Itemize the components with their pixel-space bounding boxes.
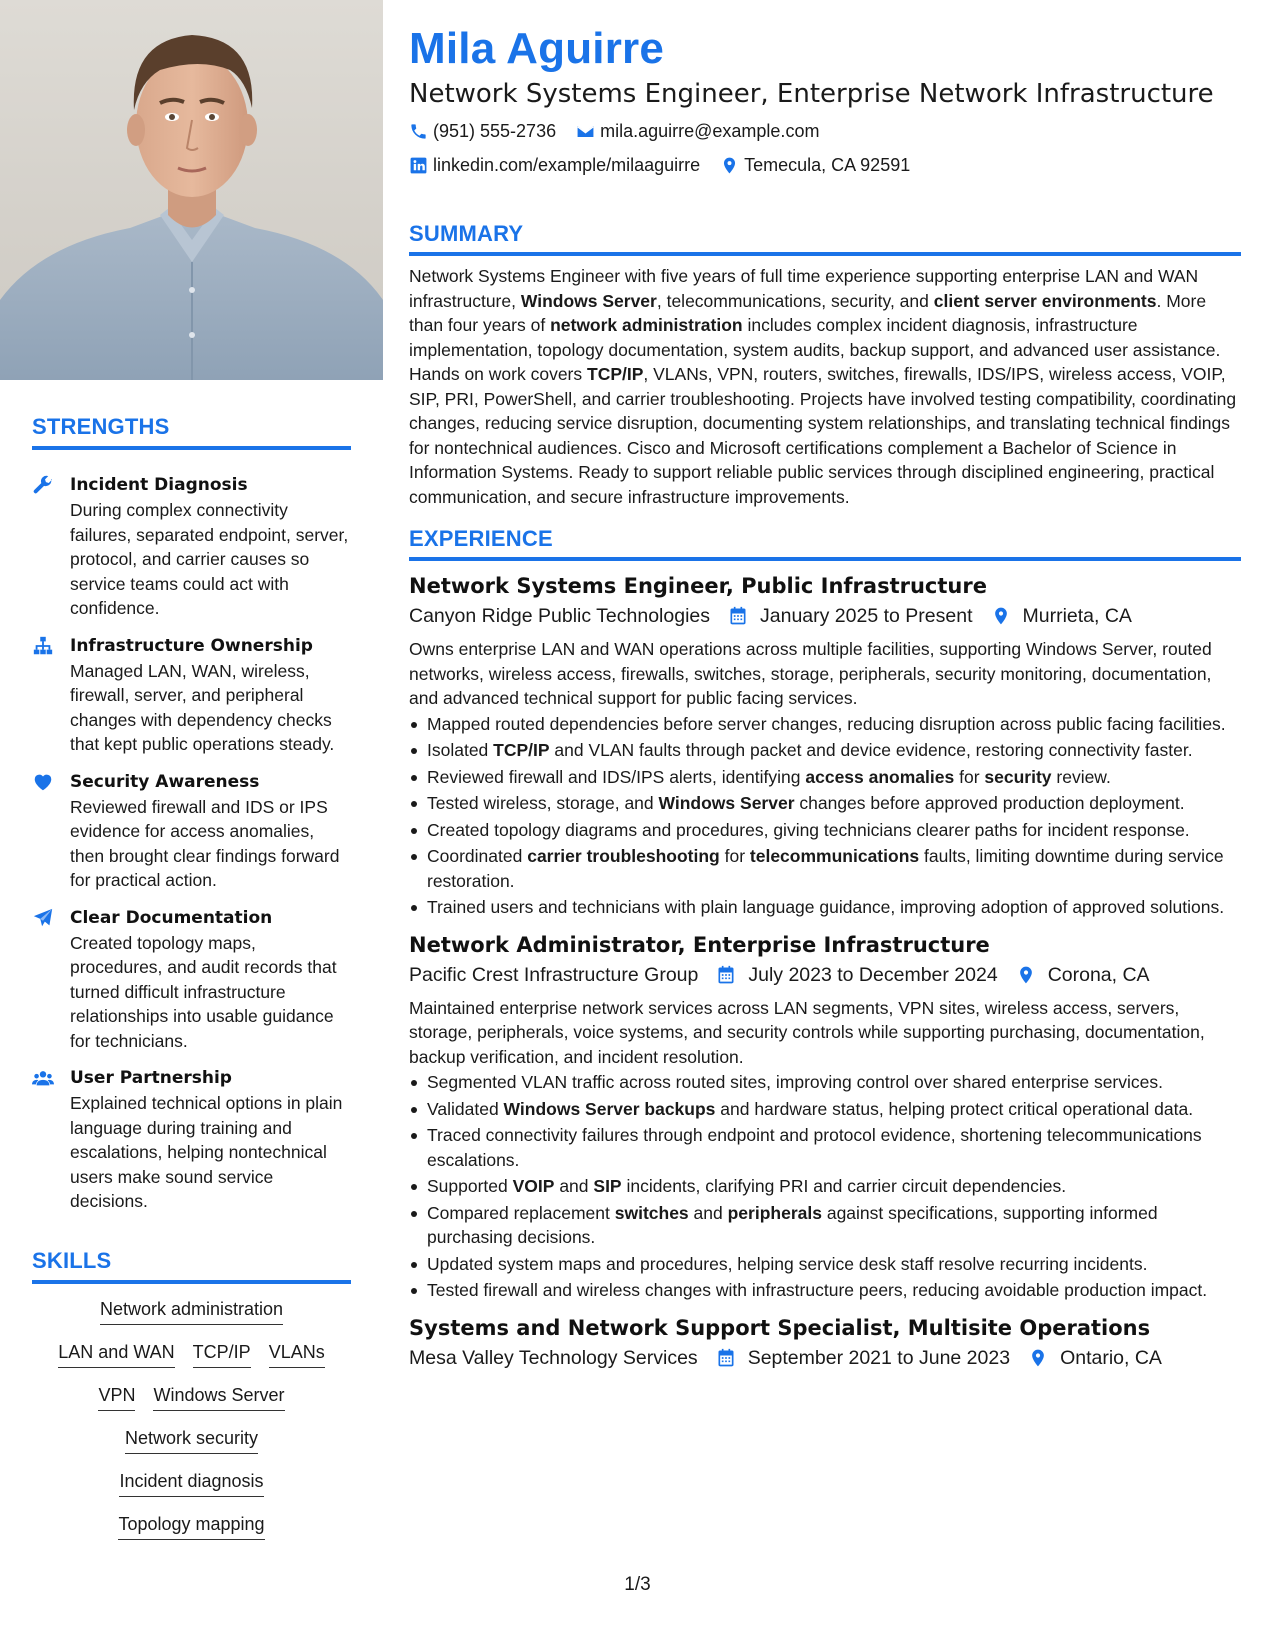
- bold-text: access anomalies: [805, 766, 955, 787]
- location-text: Ontario, CA: [1060, 1346, 1162, 1369]
- text-run: and: [554, 1176, 594, 1196]
- bold-text: security: [984, 766, 1052, 787]
- experience-section: [409, 525, 1241, 1373]
- dates-text: September 2021 to June 2023: [747, 1346, 1011, 1369]
- company: [409, 601, 710, 631]
- bold-text: client server environments: [933, 290, 1157, 311]
- strength-title: User Partnership: [70, 1068, 232, 1088]
- text-run: and hardware status, helping protect critical operational data.: [715, 1098, 1194, 1119]
- text-run: Compared replacement: [427, 1202, 615, 1223]
- main-content: [409, 0, 1241, 1373]
- job-entry: [409, 1313, 1241, 1373]
- job-entry: [409, 930, 1241, 1303]
- skill-tag: Network administration: [100, 1298, 283, 1325]
- text-run: Segmented VLAN traffic across routed sites, improving control over shared enterprise services.: [427, 1072, 1163, 1092]
- bullet-item: [409, 1278, 1241, 1303]
- strength-title: Incident Diagnosis: [70, 475, 248, 495]
- job-dates: [716, 960, 997, 990]
- text-run: Trained users and technicians with plain language guidance, improving adoption of approved solutions.: [427, 897, 1225, 917]
- text-run: Reviewed firewall and IDS/IPS alerts, identifying: [427, 766, 806, 787]
- portrait-illustration: [0, 0, 383, 380]
- strength-item: [32, 769, 351, 893]
- bullet-item: [409, 1123, 1241, 1172]
- text-run: Supported: [427, 1176, 513, 1196]
- bold-text: telecommunications: [749, 846, 920, 866]
- dates-text: January 2025 to Present: [760, 605, 973, 627]
- text-run: Validated: [427, 1098, 504, 1119]
- job-meta: [409, 601, 1241, 631]
- bullet-item: [409, 844, 1241, 893]
- job-description: Owns enterprise LAN and WAN operations across multiple facilities, supporting Windows Server, routed networks, wireless access, firewalls, switches, storage, peripherals, security monitoring, documentation, and advanced technical support for public facing services.: [409, 639, 1212, 708]
- sitemap-icon: [32, 633, 70, 757]
- strength-description: Managed LAN, WAN, wireless, firewall, server, and peripheral changes with dependency checks that kept public operations steady.: [70, 660, 335, 754]
- bold-text: carrier troubleshooting: [527, 846, 720, 866]
- phone-text: (951) 555-2736: [433, 121, 557, 141]
- heart-icon: [32, 769, 70, 893]
- job-title: Network Administrator, Enterprise Infrastructure: [409, 932, 990, 957]
- skill-tag: VPN: [98, 1384, 135, 1411]
- text-run: , telecommunications, security, and: [656, 290, 934, 311]
- job-title: Network Systems Engineer, Public Infrastructure: [409, 574, 987, 598]
- strength-item: [32, 905, 351, 1054]
- text-run: Mapped routed dependencies before server changes, reducing disruption across public facing facilities.: [427, 713, 1226, 734]
- strength-body: [70, 633, 351, 757]
- text-run: Network Systems Engineer with five years of full time experience supporting enterprise LAN and WAN infrastructure,: [409, 266, 1199, 311]
- strengths-section: [32, 380, 351, 1214]
- bold-text: network administration: [550, 315, 743, 335]
- bullet-item: [409, 712, 1241, 737]
- text-run: . More than four years of: [409, 290, 1207, 335]
- phone-icon: [409, 122, 428, 141]
- company-name: Canyon Ridge Public Technologies: [409, 605, 711, 627]
- bold-text: VOIP: [512, 1176, 555, 1196]
- page-number: 1/3: [624, 1574, 651, 1595]
- job-meta: [409, 960, 1241, 990]
- strength-body: [70, 905, 351, 1054]
- skills-section: [32, 1226, 351, 1556]
- summary-text: [409, 264, 1241, 509]
- text-run: for: [719, 846, 750, 866]
- text-run: review.: [1051, 766, 1111, 787]
- text-run: Created topology diagrams and procedures, giving technicians clearer paths for incident response.: [427, 819, 1190, 840]
- strength-item: [32, 633, 351, 757]
- strength-body: [70, 1065, 351, 1214]
- strength-description: Reviewed firewall and IDS or IPS evidence for access anomalies, then brought clear findings forward for practical action.: [70, 796, 340, 890]
- job-bullets: [409, 1070, 1241, 1303]
- envelope-icon: [576, 122, 595, 141]
- linkedin-contact[interactable]: [409, 150, 700, 180]
- text-run: and VLAN faults through packet and device evidence, restoring connectivity faster.: [549, 740, 1193, 760]
- bold-text: Windows Server backups: [503, 1098, 716, 1119]
- company-name: Mesa Valley Technology Services: [409, 1346, 698, 1369]
- skill-tag: VLANs: [269, 1341, 325, 1368]
- skill-row: [32, 1470, 351, 1497]
- bullet-item: [409, 791, 1241, 816]
- bold-text: Windows Server: [520, 290, 657, 311]
- text-run: against specifications, supporting informed purchasing decisions.: [427, 1202, 1158, 1247]
- experience-heading: EXPERIENCE: [409, 525, 1241, 561]
- job-location: [991, 601, 1132, 631]
- strength-item: [32, 1065, 351, 1214]
- bullet-item: [409, 818, 1241, 843]
- bullet-item: [409, 1174, 1241, 1199]
- contact-row-1: [409, 116, 1241, 146]
- location-contact: [720, 150, 910, 180]
- strength-title: Infrastructure Ownership: [70, 635, 313, 656]
- job-location: [1028, 1343, 1162, 1373]
- summary-heading: SUMMARY: [409, 220, 1241, 256]
- bold-text: TCP/IP: [493, 740, 550, 760]
- calendar-icon: [716, 965, 736, 985]
- strength-title: Clear Documentation: [70, 907, 273, 928]
- text-run: faults, limiting downtime during service restoration.: [427, 846, 1224, 891]
- candidate-name: Mila Aguirre: [409, 24, 665, 73]
- strengths-heading: STRENGTHS: [32, 380, 351, 450]
- map-pin-icon: [720, 156, 739, 175]
- skill-tag: Incident diagnosis: [119, 1470, 263, 1497]
- map-pin-icon: [1016, 965, 1036, 985]
- strength-description: Created topology maps, procedures, and audit records that turned difficult infrastructure relationships into usable guidance for technicians.: [70, 932, 337, 1051]
- job-dates: [716, 1343, 1010, 1373]
- skill-row: [32, 1513, 351, 1540]
- bullet-item: [409, 1201, 1241, 1250]
- dates-text: July 2023 to December 2024: [748, 963, 998, 986]
- bullet-item: [409, 765, 1241, 790]
- paper-plane-icon: [32, 905, 70, 1054]
- users-icon: [32, 1065, 70, 1214]
- text-run: , VLANs, VPN, routers, switches, firewalls, IDS/IPS, wireless access, VOIP, SIP, PRI, PowerShell, and carrier troubleshooting. Projects have involved testing compatibility, coordinating changes, reducing service disruption, documenting system relationships, and translating technical findings for nontechnical audiences. Cisco and Microsoft certifications complement a Bachelor of Science in Information Systems. Ready to support reliable public services through disciplined engineering, practical communication, and secure infrastructure improvements.: [409, 364, 1237, 507]
- linkedin-text: linkedin.com/example/milaaguirre: [433, 155, 701, 175]
- map-pin-icon: [1028, 1348, 1048, 1368]
- bold-text: SIP: [593, 1176, 622, 1196]
- bullet-item: [409, 895, 1241, 920]
- skill-tag: TCP/IP: [193, 1341, 251, 1368]
- company: [409, 960, 698, 990]
- text-run: for: [954, 766, 985, 787]
- text-run: Traced connectivity failures through endpoint and protocol evidence, shortening telecommunications escalations.: [427, 1125, 1202, 1170]
- summary-section: [409, 220, 1241, 509]
- skill-tag: LAN and WAN: [58, 1341, 174, 1368]
- skill-tag: Topology mapping: [118, 1513, 264, 1540]
- strength-description: During complex connectivity failures, separated endpoint, server, protocol, and carrier causes so service teams could act with confidence.: [70, 500, 349, 618]
- linkedin-icon: [409, 156, 428, 175]
- strength-body: [70, 472, 351, 621]
- text-run: Isolated: [427, 740, 494, 760]
- job-description: Maintained enterprise network services across LAN segments, VPN sites, wireless access, servers, storage, peripherals, voice systems, and security controls while supporting purchasing, documentation, backup verification, and incident resolution.: [409, 997, 1205, 1067]
- bold-text: peripherals: [727, 1202, 822, 1223]
- text-run: changes before approved production deployment.: [794, 793, 1185, 813]
- sidebar: [0, 0, 383, 1650]
- text-run: Tested firewall and wireless changes with infrastructure peers, reducing avoidable production impact.: [427, 1280, 1208, 1300]
- phone-contact[interactable]: [409, 116, 556, 146]
- location-text: Temecula, CA 92591: [744, 155, 911, 175]
- job-dates: [728, 601, 972, 631]
- skill-tag: Network security: [125, 1427, 258, 1454]
- email-contact[interactable]: [576, 116, 819, 146]
- text-run: incidents, clarifying PRI and carrier circuit dependencies.: [621, 1176, 1067, 1196]
- skill-row: [32, 1298, 351, 1325]
- skill-row: [32, 1384, 351, 1411]
- text-run: and: [688, 1202, 728, 1223]
- text-run: Coordinated: [427, 846, 528, 866]
- job-entry: [409, 571, 1241, 920]
- job-bullets: [409, 712, 1241, 920]
- candidate-title: Network Systems Engineer, Enterprise Network Infrastructure: [409, 79, 1214, 109]
- bold-text: TCP/IP: [587, 364, 644, 384]
- job-location: [1016, 960, 1150, 990]
- profile-photo: [0, 0, 383, 380]
- contact-row-2: [409, 150, 1241, 180]
- bullet-item: [409, 738, 1241, 763]
- jobs-list: [409, 571, 1241, 1373]
- skills-list: [32, 1284, 351, 1556]
- location-text: Corona, CA: [1047, 963, 1150, 986]
- wrench-icon: [32, 472, 70, 621]
- map-pin-icon: [991, 606, 1011, 626]
- skill-row: [32, 1341, 351, 1368]
- strengths-list: [32, 450, 351, 1214]
- text-run: Tested wireless, storage, and: [427, 793, 659, 813]
- skills-heading: SKILLS: [32, 1226, 351, 1284]
- strength-item: [32, 472, 351, 621]
- skill-tag: Windows Server: [153, 1384, 284, 1411]
- text-run: includes complex incident diagnosis, infrastructure implementation, topology documentation, system audits, backup support, and advanced user assistance. Hands on work covers: [409, 315, 1221, 384]
- calendar-icon: [728, 606, 748, 626]
- strength-body: [70, 769, 351, 893]
- calendar-icon: [716, 1348, 736, 1368]
- job-title: Systems and Network Support Specialist, Multisite Operations: [409, 1315, 1151, 1340]
- location-text: Murrieta, CA: [1022, 605, 1132, 627]
- skill-row: [32, 1427, 351, 1454]
- bullet-item: [409, 1252, 1241, 1277]
- bold-text: switches: [614, 1202, 689, 1223]
- text-run: Updated system maps and procedures, helping service desk staff resolve recurring incidents.: [427, 1253, 1148, 1274]
- bold-text: Windows Server: [658, 793, 795, 813]
- bullet-item: [409, 1070, 1241, 1095]
- company-name: Pacific Crest Infrastructure Group: [409, 963, 699, 986]
- job-meta: [409, 1343, 1241, 1373]
- bullet-item: [409, 1097, 1241, 1122]
- strength-description: Explained technical options in plain language during training and escalations, helping nontechnical users make sound service decisions.: [70, 1093, 343, 1211]
- company: [409, 1343, 698, 1373]
- email-text: mila.aguirre@example.com: [600, 121, 820, 141]
- strength-title: Security Awareness: [70, 771, 260, 792]
